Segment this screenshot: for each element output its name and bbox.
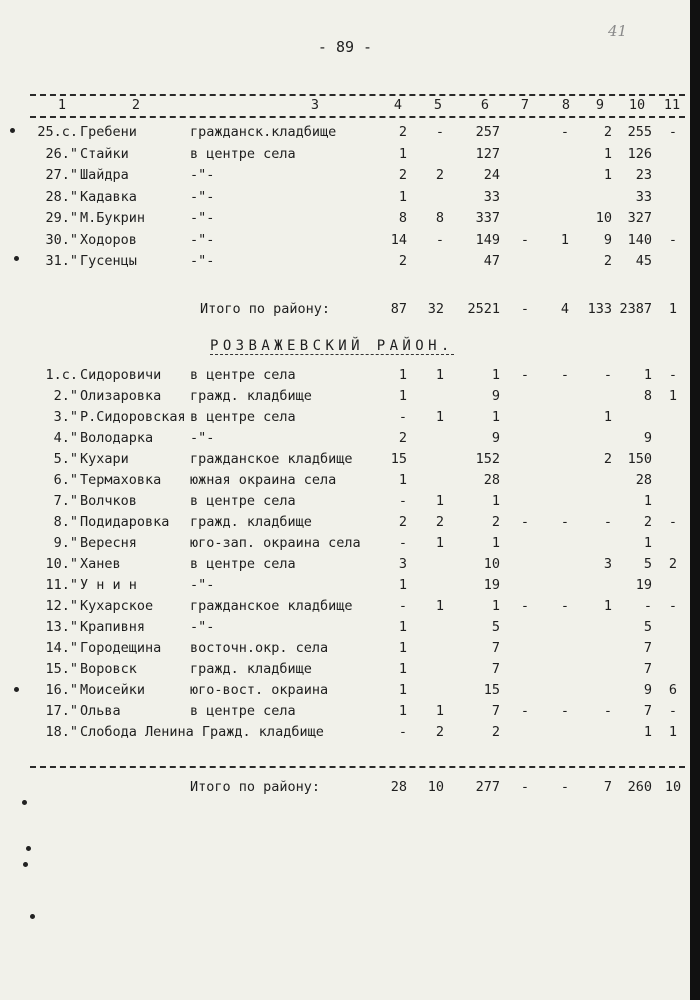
cell-c5: 1 [435,409,444,425]
cell-num: 3." [53,409,78,425]
cell-c4: 1 [398,703,407,719]
cell-c5: 8 [435,210,444,226]
cell-c4: - [398,598,407,614]
total-cell-c8: 4 [560,301,570,317]
scan-speck [14,256,19,261]
cell-name: Ольва [80,703,121,719]
cell-c10: 126 [627,145,652,162]
cell-c10: 1 [643,367,652,383]
cell-c4: 8 [398,210,407,226]
cell-c5: 2 [435,514,444,530]
scan-speck [26,846,31,851]
cell-c10: 7 [643,640,652,656]
cell-c10: 255 [627,124,652,140]
cell-c6: 1 [491,535,500,551]
cell-c10: 327 [627,210,652,226]
cell-c9: 1 [603,409,612,425]
cell-num: 7." [53,493,78,509]
cell-num: 27." [45,167,78,183]
cell-num: 15." [45,661,78,677]
cell-name: Городещина [80,640,162,656]
cell-c6: 15 [483,682,500,698]
cell-c6: 19 [483,577,500,593]
cell-c6: 33 [483,188,500,205]
cell-place: -"- [190,188,215,205]
total-cell-c9: 7 [603,779,612,795]
total-cell-c10: 2387 [619,301,652,317]
cell-c8: - [560,124,570,140]
cell-c10: 28 [635,472,652,488]
cell-c4: 1 [398,619,407,635]
cell-c4: - [398,724,407,740]
cell-name: Волчков [80,493,137,509]
cell-c4: 1 [398,472,407,488]
cell-num: 16." [45,682,78,698]
cell-c10: 7 [643,661,652,677]
cell-place: в центре села [190,493,296,509]
cell-num: 2." [53,388,78,404]
total-cell-c6: 277 [475,779,500,795]
cell-c10: 140 [627,231,652,248]
cell-place: гражд. кладбище [190,388,312,404]
district-heading: РОЗВАЖЕВСКИЙ РАЙОН. [210,338,454,354]
cell-c5: 1 [435,598,444,614]
total-cell-c7: - [520,779,530,795]
cell-c8: 1 [560,231,570,248]
cell-c6: 1 [491,493,500,509]
cell-name: Сидоровичи [80,367,162,383]
cell-c10: 7 [643,703,652,719]
total-cell-c11: 1 [668,301,678,317]
cell-num: 28." [45,188,78,205]
cell-c6: 7 [491,661,500,677]
cell-c7: - [520,598,530,614]
total-separator-rule [30,766,685,768]
scan-speck [22,800,27,805]
cell-name: Кухари [80,451,129,467]
cell-num: 5." [53,451,78,467]
cell-c8: - [560,367,570,383]
cell-c9: - [603,367,612,383]
cell-c5: 2 [435,167,444,183]
cell-c11: - [668,703,678,719]
cell-c6: 337 [475,210,500,226]
table-header-rule [30,116,685,118]
cell-c11: 2 [668,556,678,572]
cell-name: Ханев [80,556,121,572]
column-header-11: 11 [663,97,681,113]
cell-place: гражданское кладбище [190,598,353,614]
cell-c4: 15 [390,451,407,467]
scan-speck [10,128,15,133]
cell-c11: 1 [668,724,678,740]
cell-num: 29." [45,210,78,226]
cell-name: Крапивня [80,619,146,635]
cell-c6: 9 [491,388,500,404]
cell-c4: 1 [398,577,407,593]
table-top-rule [30,94,685,96]
cell-name: Слобода Ленина Гражд. кладбище [80,724,324,740]
total-cell-c4: 87 [390,301,407,317]
cell-num: 11." [45,577,78,593]
column-header-9: 9 [595,97,605,113]
cell-c4: 2 [398,430,407,446]
cell-c4: 1 [398,367,407,383]
cell-place: гражданское кладбище [190,451,353,467]
column-header-10: 10 [628,97,646,113]
cell-c10: 9 [643,430,652,446]
cell-c4: 1 [398,188,407,205]
cell-c5: 1 [435,535,444,551]
cell-c11: - [668,124,678,140]
cell-place: гражд. кладбище [190,514,312,530]
cell-name: Подидаровка [80,514,170,530]
cell-c6: 1 [491,598,500,614]
cell-name: Гребени [80,124,137,140]
column-header-6: 6 [480,97,490,113]
cell-c6: 10 [483,556,500,572]
cell-c10: 1 [643,724,652,740]
cell-place: в центре села [190,367,296,383]
district-total-label: Итого по району: [190,779,321,795]
cell-num: 14." [45,640,78,656]
cell-name: М.Букрин [80,210,146,226]
cell-c6: 152 [475,451,500,467]
cell-c4: 2 [398,514,407,530]
district-total-label: Итого по району: [200,301,331,317]
cell-c6: 24 [483,167,500,183]
cell-c10: 33 [635,188,652,205]
cell-c8: - [560,514,570,530]
cell-num: 31." [45,253,78,269]
cell-place: гражданск.кладбище [190,124,337,140]
cell-place: юго-вост. окраина [190,682,329,698]
cell-name: Олизаровка [80,388,162,404]
cell-c5: - [435,124,444,140]
cell-name: Кадавка [80,188,137,205]
cell-c4: 1 [398,661,407,677]
cell-place: южная окраина села [190,472,337,488]
total-cell-c6: 2521 [467,301,500,317]
handwritten-page-number: 41 [608,22,628,40]
cell-c6: 9 [491,430,500,446]
cell-place: гражд. кладбище [190,661,312,677]
cell-c6: 28 [483,472,500,488]
cell-c4: - [398,409,407,425]
cell-place: -"- [190,167,215,183]
cell-c9: 2 [603,124,612,140]
cell-c6: 149 [475,231,500,248]
cell-c7: - [520,231,530,248]
column-header-1: 1 [57,97,67,113]
cell-place: -"- [190,210,215,226]
cell-place: в центре села [190,409,296,425]
cell-name: Термаховка [80,472,162,488]
total-cell-c5: 32 [427,301,444,317]
cell-c10: 8 [643,388,652,404]
scan-edge [690,0,700,1000]
cell-c11: 1 [668,388,678,404]
cell-num: 25.с. [37,124,78,140]
cell-c9: 10 [595,210,612,226]
column-header-5: 5 [433,97,443,113]
total-cell-c5: 10 [427,779,444,795]
cell-name: Вересня [80,535,137,551]
cell-place: -"- [190,231,215,248]
cell-name: Стайки [80,145,129,162]
cell-c8: - [560,598,570,614]
cell-name: Кухарское [80,598,154,614]
cell-c10: 9 [643,682,652,698]
cell-c7: - [520,367,530,383]
cell-name: Моисейки [80,682,146,698]
cell-c4: 3 [398,556,407,572]
column-header-2: 2 [131,97,141,113]
cell-c10: - [643,598,652,614]
cell-name: Шайдра [80,167,129,183]
cell-num: 13." [45,619,78,635]
cell-place: -"- [190,430,215,446]
cell-c11: - [668,367,678,383]
cell-c8: - [560,703,570,719]
cell-c5: 1 [435,493,444,509]
cell-c4: 2 [398,253,407,269]
cell-num: 30." [45,231,78,248]
cell-c7: - [520,514,530,530]
cell-c7: - [520,703,530,719]
cell-name: Гусенцы [80,253,137,269]
total-cell-c7: - [520,301,530,317]
cell-c10: 5 [643,619,652,635]
cell-num: 10." [45,556,78,572]
cell-c10: 5 [643,556,652,572]
cell-c9: - [603,514,612,530]
cell-c6: 2 [491,724,500,740]
column-header-4: 4 [393,97,403,113]
cell-c10: 45 [635,253,652,269]
cell-c11: - [668,598,678,614]
total-cell-c9: 133 [587,301,612,317]
cell-c6: 5 [491,619,500,635]
total-cell-c8: - [560,779,570,795]
cell-c10: 1 [643,535,652,551]
cell-c9: 3 [603,556,612,572]
cell-num: 17." [45,703,78,719]
cell-c4: 1 [398,388,407,404]
cell-place: юго-зап. окраина села [190,535,361,551]
cell-c6: 2 [491,514,500,530]
cell-c6: 257 [475,124,500,140]
total-cell-c11: 10 [664,779,682,795]
cell-c6: 1 [491,409,500,425]
cell-place: восточн.окр. села [190,640,329,656]
scan-speck [23,862,28,867]
cell-num: 4." [53,430,78,446]
cell-name: У н и н [80,577,137,593]
cell-c4: 1 [398,640,407,656]
cell-place: -"- [190,619,215,635]
cell-num: 8." [53,514,78,530]
scan-speck [14,687,19,692]
total-cell-c10: 260 [627,779,652,795]
cell-c9: 9 [603,231,612,248]
cell-c9: 1 [603,598,612,614]
page-number: - 89 - [317,38,373,56]
column-header-3: 3 [310,97,320,113]
cell-place: -"- [190,577,215,593]
cell-place: в центре села [190,145,296,162]
cell-place: в центре села [190,703,296,719]
cell-c11: - [668,514,678,530]
cell-c11: - [668,231,678,248]
cell-c10: 2 [643,514,652,530]
cell-c6: 7 [491,640,500,656]
cell-c5: 1 [435,367,444,383]
cell-num: 18." [45,724,78,740]
cell-name: Ходоров [80,231,137,248]
column-header-8: 8 [561,97,571,113]
cell-name: Р.Сидоровская [80,409,186,425]
cell-c10: 150 [627,451,652,467]
cell-c10: 23 [635,167,652,183]
cell-c9: 2 [603,253,612,269]
cell-c4: - [398,535,407,551]
column-header-7: 7 [520,97,530,113]
scan-speck [30,914,35,919]
cell-place: в центре села [190,556,296,572]
cell-num: 26." [45,145,78,162]
cell-c4: - [398,493,407,509]
cell-place: -"- [190,253,215,269]
cell-c10: 19 [635,577,652,593]
cell-c6: 47 [483,253,500,269]
total-cell-c4: 28 [390,779,407,795]
cell-c10: 1 [643,493,652,509]
cell-c6: 127 [475,145,500,162]
cell-c4: 1 [398,682,407,698]
cell-num: 9." [53,535,78,551]
cell-c4: 2 [398,124,407,140]
cell-c5: - [435,231,444,248]
cell-c5: 1 [435,703,444,719]
cell-c9: 2 [603,451,612,467]
cell-num: 1.с. [45,367,78,383]
cell-c4: 2 [398,167,407,183]
cell-c6: 7 [491,703,500,719]
cell-name: Володарка [80,430,154,446]
cell-c11: 6 [668,682,678,698]
cell-num: 6." [53,472,78,488]
cell-c9: - [603,703,612,719]
cell-c6: 1 [491,367,500,383]
cell-name: Воровск [80,661,137,677]
cell-c9: 1 [603,145,612,162]
cell-c9: 1 [603,167,612,183]
cell-c4: 1 [398,145,407,162]
cell-c5: 2 [435,724,444,740]
cell-num: 12." [45,598,78,614]
cell-c4: 14 [390,231,407,248]
